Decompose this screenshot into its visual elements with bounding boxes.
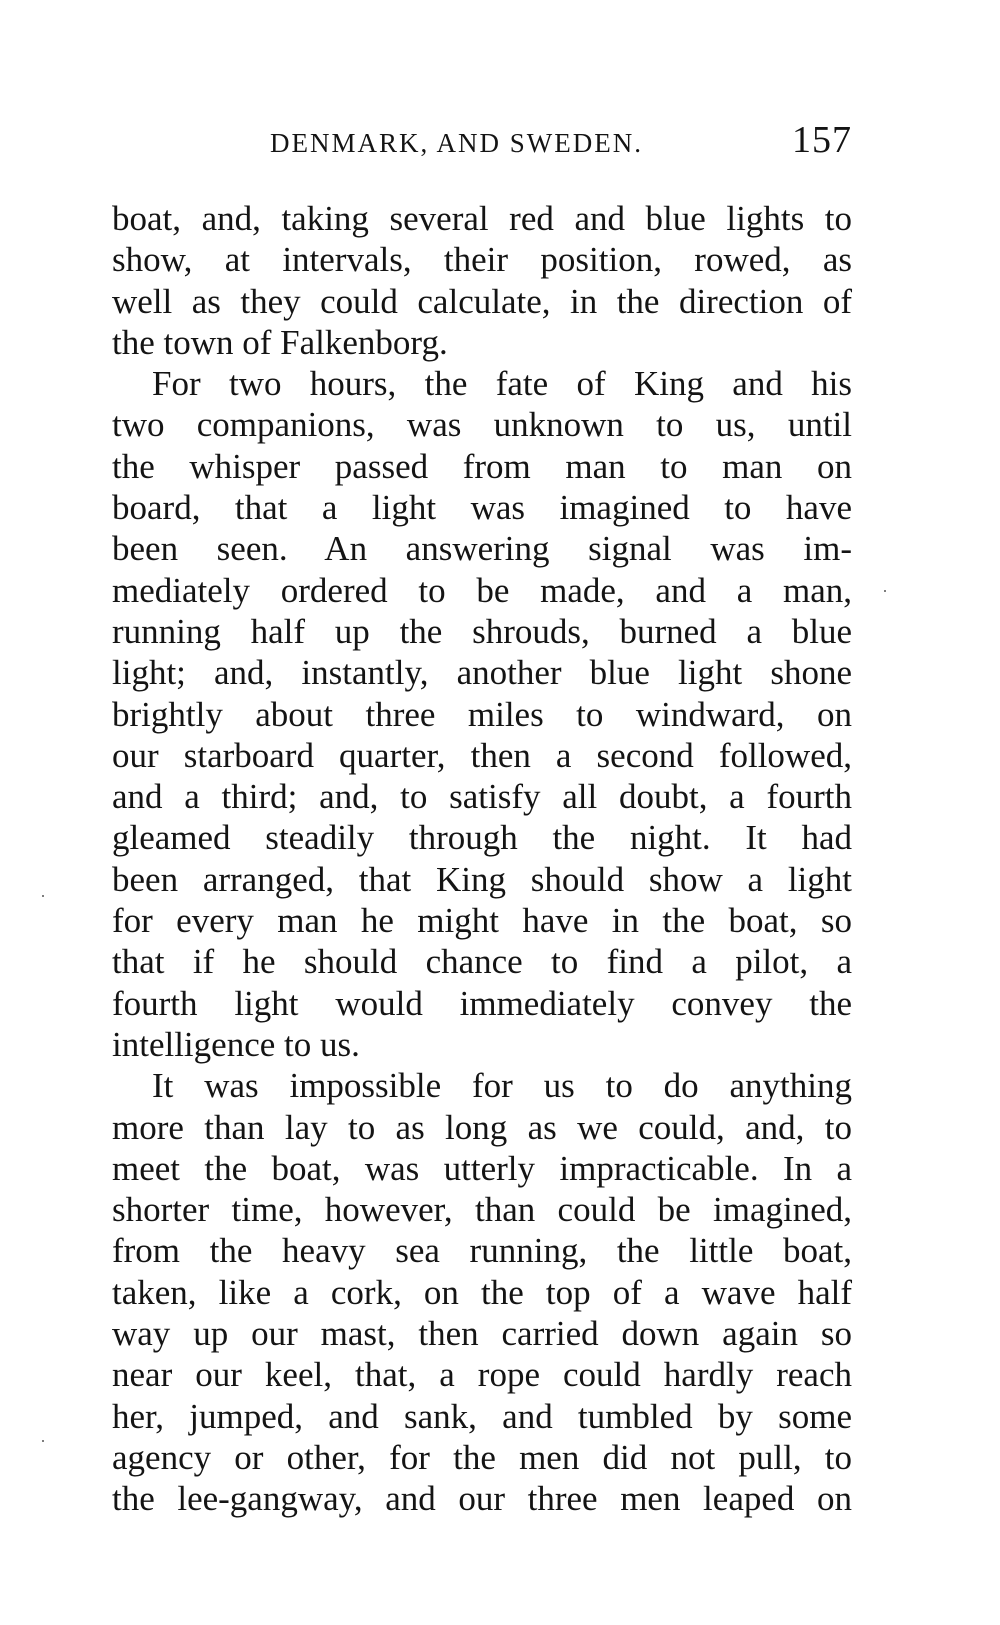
text-line: way up our mast, then carried down again so xyxy=(112,1314,852,1354)
text-line: light; and, instantly, another blue light shone xyxy=(112,653,852,693)
text-line: been seen. An answering signal was im- xyxy=(112,529,852,569)
text-line: brightly about three miles to windward, on xyxy=(112,694,852,734)
text-line: more than lay to as long as we could, and, to xyxy=(112,1107,852,1147)
text-line: the lee-gangway, and our three men leaped on xyxy=(112,1479,852,1519)
text-line: gleamed steadily through the night. It had xyxy=(112,818,852,858)
text-line: boat, and, taking several red and blue lights to xyxy=(112,199,852,238)
text-line: It was impossible for us to do anything xyxy=(152,1066,852,1106)
text-line: and a third; and, to satisfy all doubt, a fourth xyxy=(112,777,852,817)
text-line: our starboard quarter, then a second followed, xyxy=(112,735,852,775)
running-head xyxy=(112,118,852,166)
text-line: meet the boat, was utterly impracticable. In a xyxy=(112,1148,852,1188)
body-text xyxy=(112,198,852,1520)
text-line: from the heavy sea running, the little boat, xyxy=(112,1231,852,1271)
text-line: the town of Falkenborg. xyxy=(112,322,448,362)
text-line: near our keel, that, a rope could hardly reach xyxy=(112,1355,852,1395)
text-line: been arranged, that King should show a light xyxy=(112,859,852,899)
scan-speck xyxy=(42,895,44,897)
text-line: that if he should chance to find a pilot, a xyxy=(112,942,852,982)
text-line: board, that a light was imagined to have xyxy=(112,488,852,528)
text-line: for every man he might have in the boat, so xyxy=(112,901,852,941)
scan-speck xyxy=(42,1440,44,1442)
running-title: DENMARK, AND SWEDEN. xyxy=(270,128,643,158)
text-line: her, jumped, and sank, and tumbled by some xyxy=(112,1396,852,1436)
scan-speck xyxy=(884,590,886,592)
text-line: the whisper passed from man to man on xyxy=(112,446,852,486)
text-line: two companions, was unknown to us, until xyxy=(112,405,852,445)
text-line: fourth light would immediately convey the xyxy=(112,983,852,1023)
text-line: agency or other, for the men did not pull, to xyxy=(112,1437,852,1477)
text-line: well as they could calculate, in the direction of xyxy=(112,281,852,321)
text-line: taken, like a cork, on the top of a wave half xyxy=(112,1272,852,1312)
text-line: show, at intervals, their position, rowed, as xyxy=(112,240,852,280)
text-line: For two hours, the fate of King and his xyxy=(152,364,852,404)
text-line: shorter time, however, than could be imagined, xyxy=(112,1190,852,1230)
text-line: intelligence to us. xyxy=(112,1024,360,1064)
text-line: mediately ordered to be made, and a man, xyxy=(112,570,852,610)
text-line: running half up the shrouds, burned a blue xyxy=(112,611,852,651)
page-number: 157 xyxy=(792,119,852,161)
